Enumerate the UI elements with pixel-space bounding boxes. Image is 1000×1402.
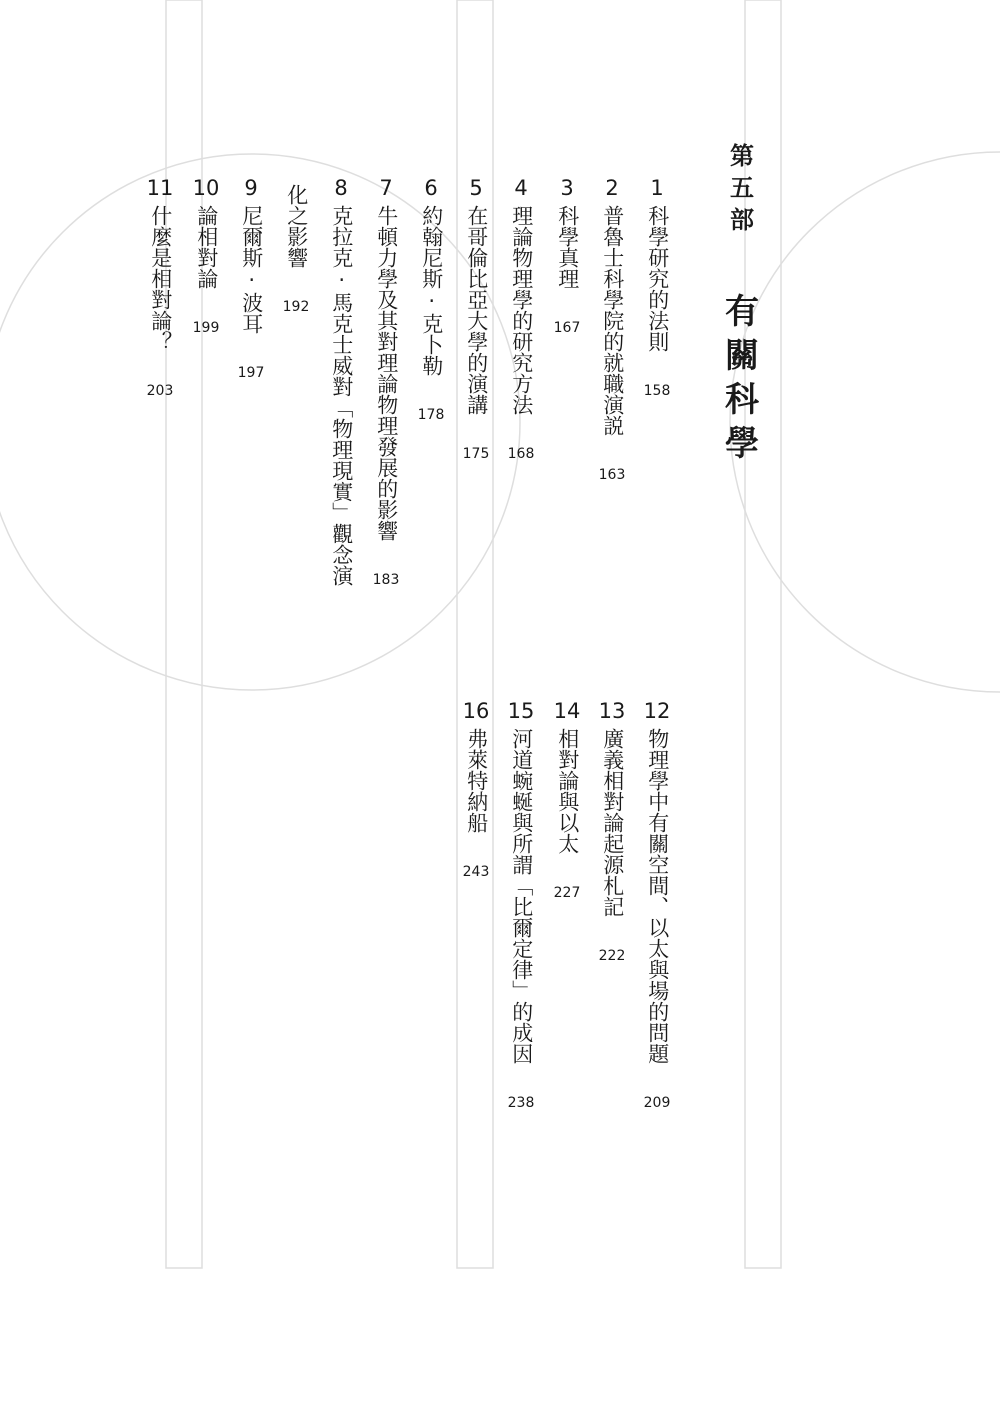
entry-title: 在哥倫比亞大學的演講	[464, 205, 489, 415]
entry-page: 222	[598, 948, 626, 964]
entry-page: 163	[598, 467, 626, 483]
entry-page: 158	[643, 383, 671, 399]
entry-title: 科學研究的法則	[645, 205, 670, 352]
toc-entry-5[interactable]	[459, 175, 493, 463]
toc-entry-9[interactable]	[234, 175, 268, 382]
entry-page: 178	[417, 407, 445, 423]
toc-entry-4[interactable]	[504, 175, 538, 463]
entry-page: 192	[282, 299, 310, 315]
toc-entry-3[interactable]	[550, 175, 584, 337]
toc-entry-8-continued[interactable]	[279, 180, 313, 316]
entry-page: 167	[553, 320, 581, 336]
entry-number: 2	[605, 176, 619, 200]
entry-number: 14	[553, 699, 581, 723]
entry-title: 牛頓力學及其對理論物理發展的影響	[374, 205, 399, 541]
entry-page: 227	[553, 885, 581, 901]
entry-page: 183	[372, 572, 400, 588]
part-title: 有關科學	[725, 292, 759, 464]
entry-number: 7	[379, 176, 393, 200]
entry-page: 168	[507, 446, 535, 462]
entry-page: 199	[192, 320, 220, 336]
entry-title: 物理學中有關空間、以太與場的問題	[645, 728, 670, 1064]
toc-entry-16[interactable]	[459, 698, 493, 881]
entry-number: 5	[469, 176, 483, 200]
entry-page: 203	[146, 383, 174, 399]
toc-entry-2[interactable]	[595, 175, 629, 484]
toc-entry-14[interactable]	[550, 698, 584, 902]
entry-title: 相對論與以太	[555, 728, 580, 854]
toc-entry-6[interactable]	[414, 175, 448, 424]
entry-number: 11	[146, 176, 174, 200]
entry-number: 16	[462, 699, 490, 723]
entry-title: 河道蜿蜒與所謂「比爾定律」的成因	[509, 728, 534, 1064]
entry-title: 約翰尼斯·克卜勒	[419, 205, 444, 376]
entry-number: 9	[244, 176, 258, 200]
entry-title: 尼爾斯·波耳	[239, 205, 264, 334]
toc-entry-10[interactable]	[189, 175, 223, 337]
part-label: 第五部	[730, 142, 754, 234]
toc-entry-12[interactable]	[640, 698, 674, 1112]
toc-entry-15[interactable]	[504, 698, 538, 1112]
entry-title: 廣義相對論起源札記	[600, 728, 625, 917]
entry-title: 普魯士科學院的就職演説	[600, 205, 625, 436]
entry-number: 12	[643, 699, 671, 723]
entry-page: 243	[462, 864, 490, 880]
entry-title: 論相對論	[194, 205, 219, 289]
entry-number: 8	[334, 176, 348, 200]
entry-page: 238	[507, 1095, 535, 1111]
entry-page: 209	[643, 1095, 671, 1111]
entry-title: 克拉克·馬克士威對「物理現實」觀念演	[329, 205, 354, 586]
toc-entry-8[interactable]	[324, 175, 358, 586]
entry-number: 15	[507, 699, 535, 723]
entry-title: 什麼是相對論？	[148, 205, 173, 352]
entry-number: 10	[192, 176, 220, 200]
toc-entry-13[interactable]	[595, 698, 629, 965]
entry-number: 1	[650, 176, 664, 200]
decor-circle-right	[730, 152, 1000, 692]
entry-title: 科學真理	[555, 205, 580, 289]
entry-number: 3	[560, 176, 574, 200]
toc-entry-11[interactable]	[143, 175, 177, 400]
entry-page: 175	[462, 446, 490, 462]
toc-entry-7[interactable]	[369, 175, 403, 589]
entry-title: 理論物理學的研究方法	[509, 205, 534, 415]
entry-page: 197	[237, 365, 265, 381]
toc-entry-1[interactable]	[640, 175, 674, 400]
entry-title-continued: 化之影響	[284, 184, 309, 268]
entry-number: 13	[598, 699, 626, 723]
entry-number: 4	[514, 176, 528, 200]
entry-number: 6	[424, 176, 438, 200]
entry-title: 弗萊特納船	[464, 728, 489, 833]
